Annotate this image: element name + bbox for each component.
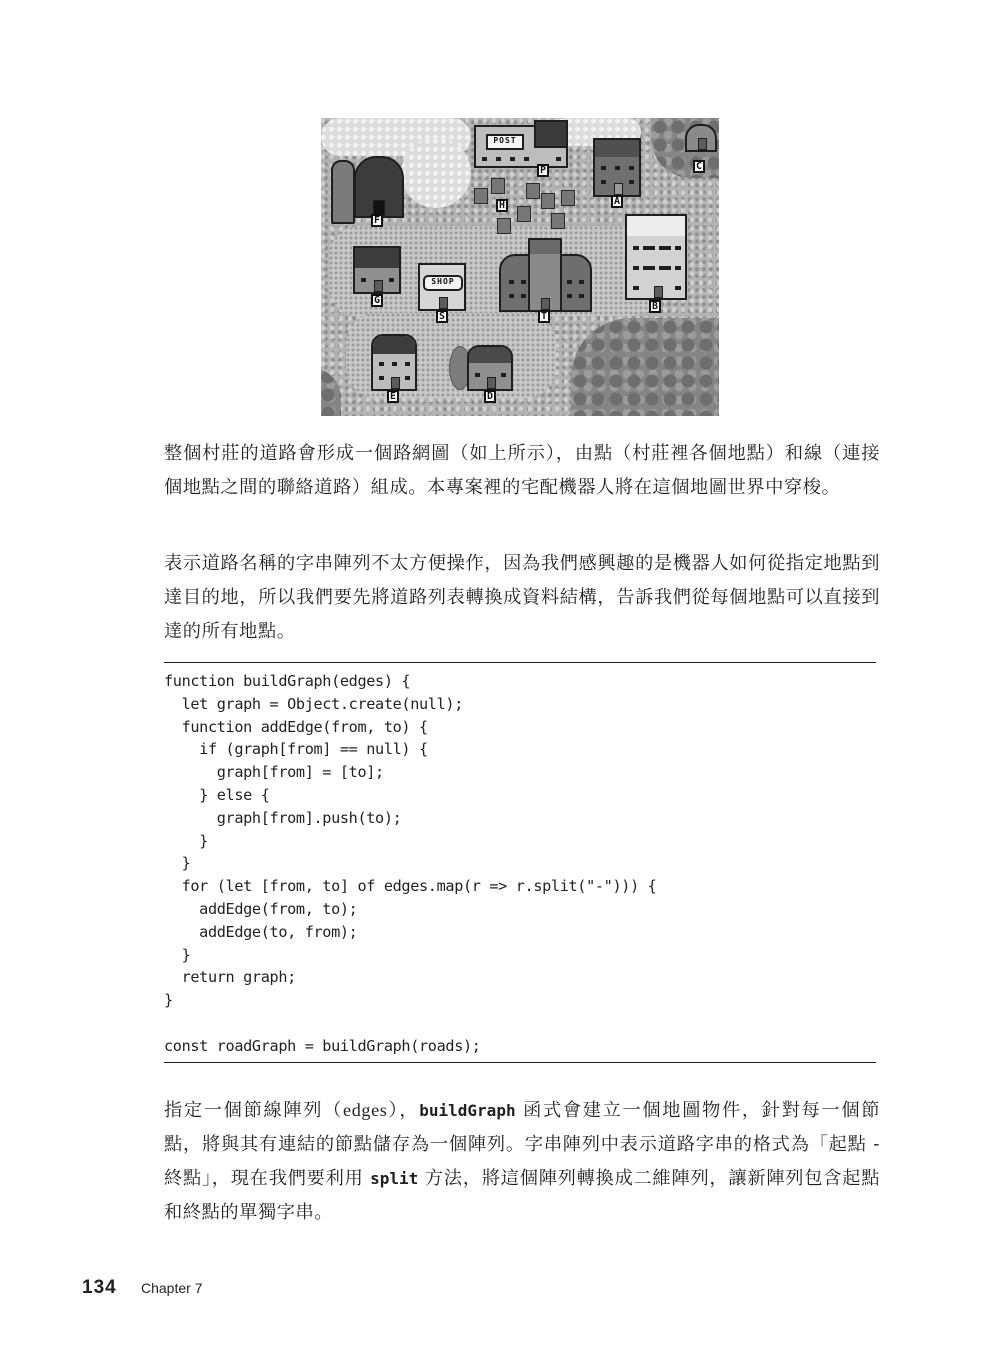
code-line: function buildGraph(edges) { bbox=[164, 672, 411, 690]
inline-code-split: split bbox=[370, 1169, 419, 1188]
market-stall bbox=[526, 183, 540, 199]
location-label-c: C bbox=[693, 160, 705, 173]
market-stall bbox=[551, 213, 565, 229]
house-b-building bbox=[625, 214, 687, 300]
window bbox=[501, 373, 506, 377]
window bbox=[659, 266, 671, 270]
code-line: addEdge(from, to); bbox=[164, 899, 358, 918]
body-paragraph-3 bbox=[164, 1093, 880, 1230]
window bbox=[601, 180, 606, 184]
inline-code-buildgraph: buildGraph bbox=[419, 1101, 516, 1120]
page-number: 134 bbox=[82, 1277, 117, 1298]
text-run: 函式會建立一個地圖物件，針對每一個節點，將與其有連結的節點儲存為一個陣列。字串陣列中表示道路字串的格式為「起點 - 終點」，現在我們要利用 bbox=[164, 1100, 881, 1189]
window bbox=[567, 294, 572, 298]
window bbox=[521, 280, 526, 284]
location-label-d: D bbox=[484, 390, 496, 403]
window bbox=[579, 280, 584, 284]
town-hall-tower bbox=[528, 238, 562, 312]
roof bbox=[355, 248, 399, 268]
window bbox=[379, 376, 384, 380]
market-stall bbox=[561, 190, 575, 206]
window bbox=[643, 266, 655, 270]
market-stall bbox=[491, 178, 505, 194]
window bbox=[509, 294, 514, 298]
location-label-a: A bbox=[611, 195, 623, 208]
code-line: function addEdge(from, to) { bbox=[164, 717, 428, 736]
location-label-p: P bbox=[537, 164, 549, 177]
house-e-building bbox=[371, 334, 417, 391]
window bbox=[633, 286, 639, 290]
window bbox=[496, 157, 501, 161]
location-label-s: S bbox=[436, 310, 448, 323]
roof bbox=[530, 240, 560, 254]
code-block bbox=[164, 670, 876, 1058]
text-run: ）， bbox=[387, 1100, 420, 1121]
shop-sign: SHOP bbox=[423, 275, 463, 291]
house-a-building bbox=[593, 138, 641, 197]
location-label-f: F bbox=[371, 214, 383, 227]
window bbox=[659, 246, 671, 250]
door bbox=[391, 377, 400, 389]
window bbox=[567, 280, 572, 284]
code-line: return graph; bbox=[164, 968, 296, 987]
code-line: const roadGraph = buildGraph(roads); bbox=[164, 1036, 481, 1055]
window bbox=[675, 266, 681, 270]
roof bbox=[373, 336, 415, 354]
window bbox=[482, 157, 487, 161]
code-line: if (graph[from] == null) { bbox=[164, 740, 428, 759]
text-run: 方法，將這個陣列轉換成二維陣列，讓新陣列包含起點和終點的單獨字串。 bbox=[164, 1168, 880, 1223]
body-paragraph-2: 表示道路名稱的字串陣列不太方便操作，因為我們感興趣的是機器人如何從指定地點到達目的地，所以我們要先將道路列表轉換成資料結構，告訴我們從每個地點可以直接到達的所有地點。 bbox=[164, 553, 880, 642]
code-line: } else { bbox=[164, 785, 270, 804]
window bbox=[633, 266, 639, 270]
door bbox=[374, 280, 383, 292]
location-label-e: E bbox=[387, 390, 399, 403]
village-map-figure bbox=[321, 118, 719, 416]
location-label-h: H bbox=[496, 199, 508, 212]
roof bbox=[595, 140, 639, 157]
window bbox=[389, 278, 394, 282]
forest-area bbox=[571, 318, 719, 416]
window bbox=[509, 280, 514, 284]
window bbox=[675, 286, 681, 290]
market-stall bbox=[517, 206, 531, 222]
roof bbox=[469, 347, 511, 363]
window bbox=[629, 166, 634, 170]
code-line: } bbox=[164, 854, 191, 873]
code-block-bottom-rule bbox=[164, 1062, 876, 1063]
code-block-top-rule bbox=[164, 662, 876, 663]
code-line: } bbox=[164, 991, 173, 1010]
post-sign: POST bbox=[486, 134, 524, 150]
market-stall bbox=[474, 188, 488, 204]
window bbox=[633, 246, 639, 250]
window bbox=[524, 157, 529, 161]
market-stall bbox=[497, 218, 511, 234]
code-line: graph[from] = [to]; bbox=[164, 763, 384, 782]
window bbox=[579, 294, 584, 298]
window bbox=[556, 157, 561, 161]
house-d-building bbox=[467, 345, 513, 391]
window bbox=[392, 362, 397, 366]
door bbox=[698, 138, 707, 150]
location-label-b: B bbox=[649, 300, 661, 313]
window bbox=[405, 376, 410, 380]
door bbox=[541, 298, 550, 310]
window bbox=[510, 157, 515, 161]
window bbox=[615, 166, 620, 170]
door bbox=[487, 377, 496, 389]
window bbox=[629, 180, 634, 184]
location-label-t: T bbox=[538, 310, 550, 323]
location-label-g: G bbox=[371, 294, 383, 307]
window bbox=[601, 166, 606, 170]
window bbox=[643, 246, 655, 250]
post-annex-building bbox=[534, 120, 568, 148]
door bbox=[439, 297, 448, 309]
code-line: for (let [from, to] of edges.map(r => r.split("-"))) { bbox=[164, 877, 657, 896]
window bbox=[379, 362, 384, 366]
house-c-building bbox=[685, 124, 717, 152]
roof bbox=[627, 216, 685, 236]
shop-building bbox=[418, 263, 466, 311]
chapter-label: Chapter 7 bbox=[141, 1280, 203, 1296]
silo-building bbox=[331, 160, 355, 224]
code-line: } bbox=[164, 831, 208, 850]
window bbox=[521, 294, 526, 298]
text-run: 指定一個節線陣列（ bbox=[164, 1100, 344, 1121]
window bbox=[675, 246, 681, 250]
body-paragraph-1: 整個村莊的道路會形成一個路網圖（如上所示），由點（村莊裡各個地點）和線（連接個地點之間的聯絡道路）組成。本專案裡的宅配機器人將在這個地圖世界中穿梭。 bbox=[164, 443, 880, 498]
door bbox=[614, 183, 623, 195]
inline-term-edges: edges bbox=[343, 1100, 388, 1120]
door bbox=[654, 286, 663, 298]
code-line: graph[from].push(to); bbox=[164, 808, 402, 827]
forest-corner bbox=[321, 368, 341, 416]
house-g-building bbox=[353, 246, 401, 294]
code-line: } bbox=[164, 945, 191, 964]
window bbox=[361, 278, 366, 282]
window bbox=[405, 362, 410, 366]
code-line: let graph = Object.create(null); bbox=[164, 694, 463, 713]
market-stall bbox=[541, 193, 555, 209]
code-line: addEdge(to, from); bbox=[164, 922, 358, 941]
meadow-patch bbox=[401, 138, 471, 208]
window bbox=[475, 373, 480, 377]
barn-building bbox=[354, 156, 404, 218]
